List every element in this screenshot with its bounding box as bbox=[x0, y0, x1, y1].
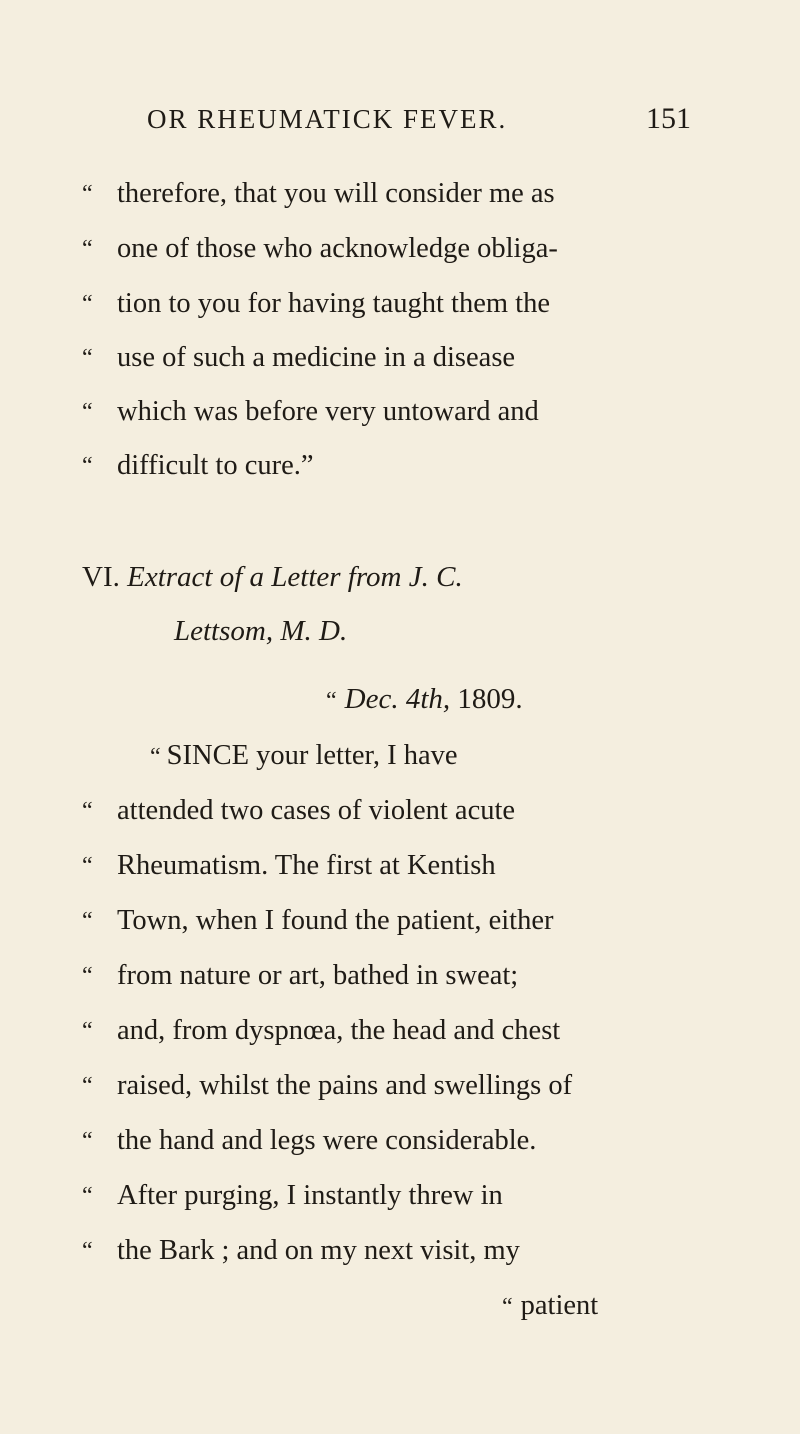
quote-mark: “ bbox=[82, 798, 93, 824]
date-year: 1809. bbox=[457, 683, 523, 715]
line-text: tion to you for having taught them the bbox=[117, 288, 550, 319]
quote-mark: “ bbox=[326, 688, 337, 714]
quote-mark: “ bbox=[82, 908, 93, 934]
line-text: Town, when I found the patient, either bbox=[117, 905, 554, 936]
section-title-author: Lettsom, M. D. bbox=[174, 615, 348, 647]
quote-mark: “ bbox=[82, 291, 93, 317]
quote-mark: “ bbox=[82, 1073, 93, 1099]
line-text: use of such a medicine in a disease bbox=[117, 342, 516, 373]
quote-mark: “ bbox=[82, 1128, 93, 1154]
quote-mark: “ bbox=[82, 963, 93, 989]
line-text: therefore, that you will consider me as bbox=[117, 178, 555, 209]
quote-mark: “ bbox=[150, 744, 161, 770]
date-month: Dec. bbox=[344, 683, 399, 715]
running-header bbox=[0, 104, 800, 144]
line-text: the hand and legs were considerable. bbox=[117, 1125, 537, 1156]
line-text: from nature or art, bathed in sweat; bbox=[117, 960, 519, 991]
line-text: raised, whilst the pains and swellings of bbox=[117, 1070, 573, 1101]
catchword: patient bbox=[520, 1290, 599, 1321]
line-text: After purging, I instantly threw in bbox=[117, 1180, 503, 1211]
section-title: Extract of a Letter from J. C. bbox=[127, 561, 463, 593]
quote-mark: “ bbox=[502, 1294, 513, 1320]
line-text: one of those who acknowledge obliga- bbox=[117, 233, 558, 264]
quote-mark: “ bbox=[82, 453, 93, 479]
quote-mark: “ bbox=[82, 1183, 93, 1209]
line-text: the Bark ; and on my next visit, my bbox=[117, 1235, 520, 1266]
section-numeral: VI. bbox=[82, 561, 120, 593]
line-text: Rheumatism. The first at Kentish bbox=[117, 850, 496, 881]
running-title: OR RHEUMATICK FEVER. bbox=[147, 104, 508, 134]
line-text: attended two cases of violent acute bbox=[117, 795, 516, 826]
quote-mark: “ bbox=[82, 853, 93, 879]
page-number: 151 bbox=[646, 102, 691, 135]
line-text: SINCE your letter, I have bbox=[166, 740, 458, 771]
quote-mark: “ bbox=[82, 345, 93, 371]
line-text: and, from dyspnœa, the head and chest bbox=[117, 1015, 561, 1046]
quote-mark: “ bbox=[82, 1018, 93, 1044]
quote-mark: “ bbox=[82, 181, 93, 207]
line-text: which was before very untoward and bbox=[117, 396, 539, 427]
line-text: difficult to cure.” bbox=[117, 450, 314, 481]
quote-mark: “ bbox=[82, 399, 93, 425]
quote-mark: “ bbox=[82, 236, 93, 262]
date-day: 4th, bbox=[405, 683, 451, 715]
quote-mark: “ bbox=[82, 1238, 93, 1264]
